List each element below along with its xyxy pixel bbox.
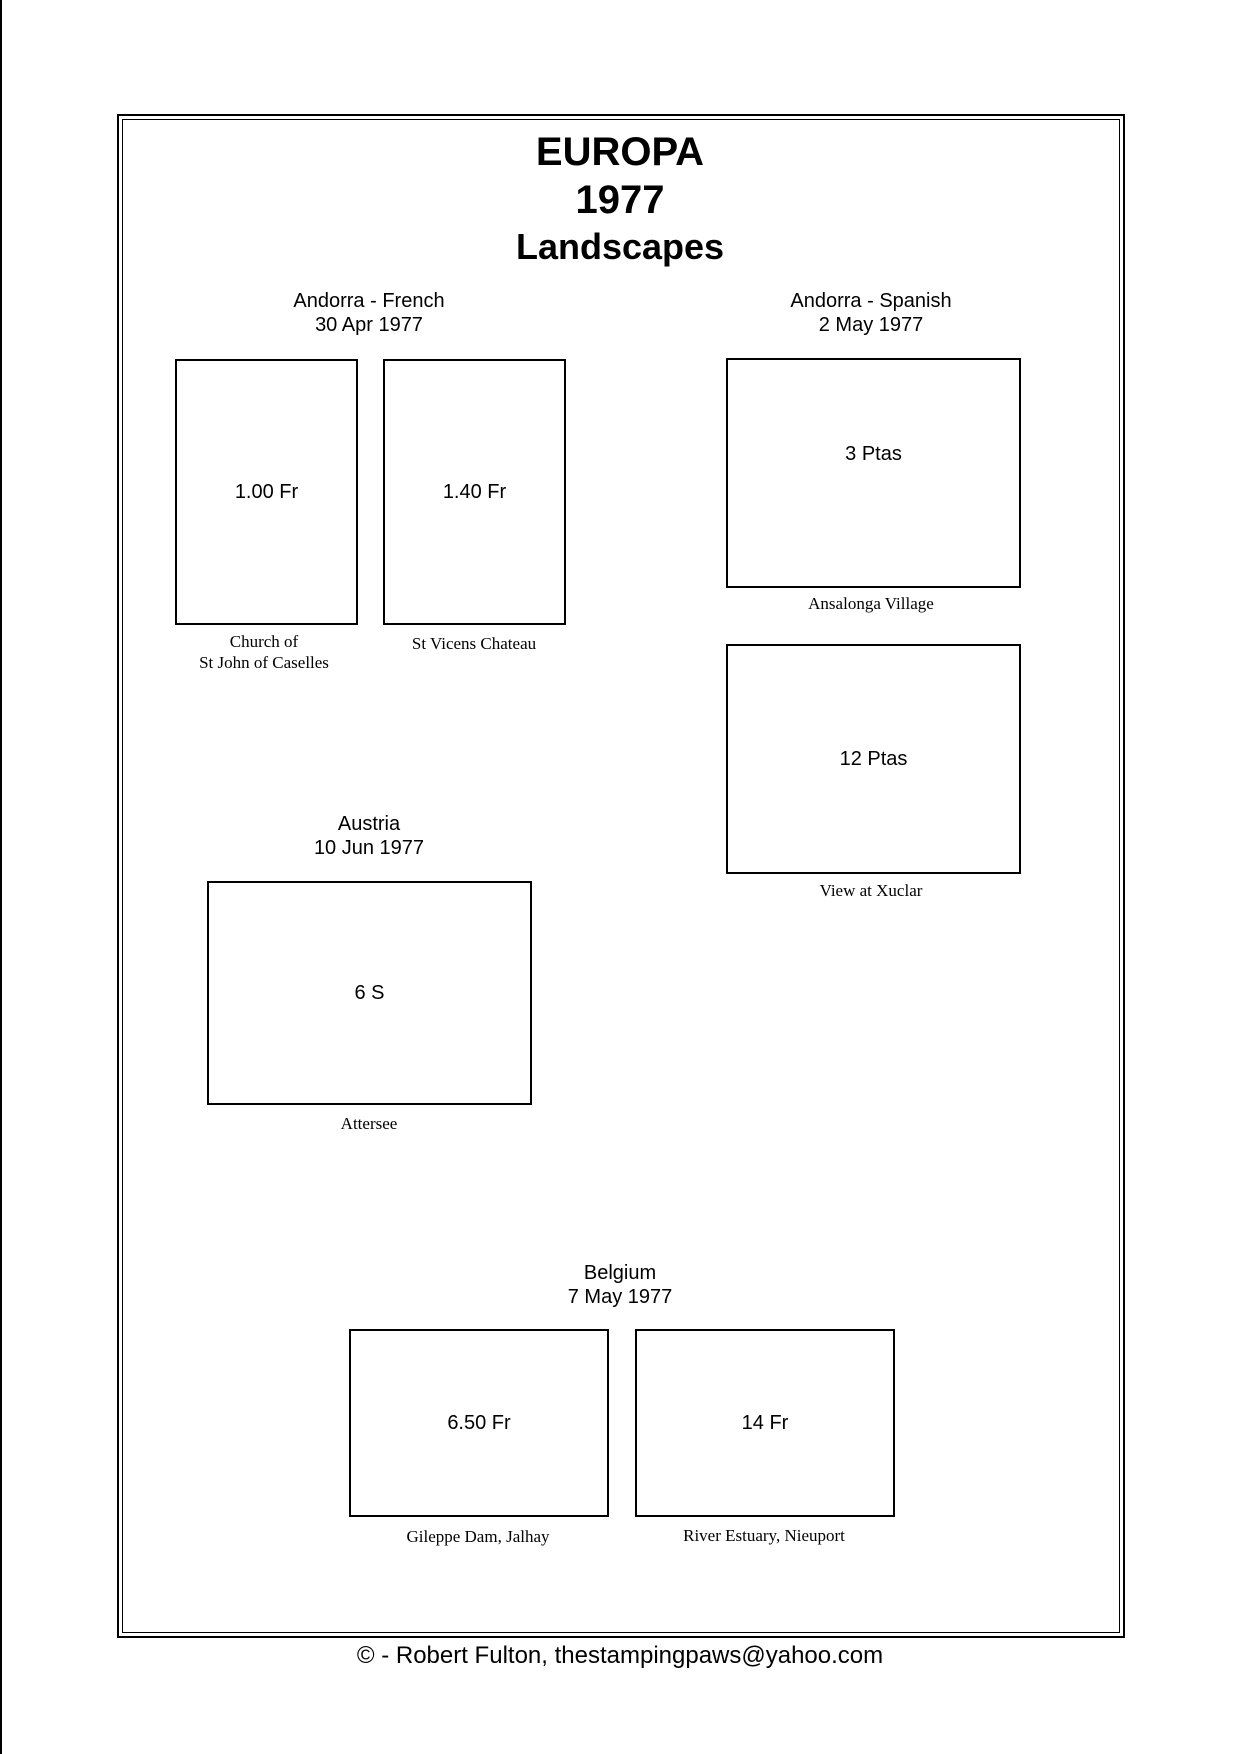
stamp-caption: Gileppe Dam, Jalhay — [406, 1527, 550, 1546]
caption-line: St John of Caselles — [199, 653, 329, 672]
stamp-box-belgium-2 — [635, 1329, 895, 1517]
issue-date: 2 May 1977 — [818, 314, 924, 336]
page-year: 1977 — [575, 178, 665, 222]
country-name: Austria — [337, 813, 401, 835]
stamp-caption: Attersee — [340, 1114, 398, 1133]
page-title: EUROPA — [535, 130, 705, 174]
issue-date: 10 Jun 1977 — [313, 837, 425, 859]
caption-line: Church of — [229, 632, 299, 651]
stamp-caption: River Estuary, Nieuport — [683, 1526, 845, 1545]
stamp-value: 14 Fr — [741, 1411, 789, 1434]
stamp-caption: Ansalonga Village — [808, 594, 934, 613]
stamp-box-andorra-french-2 — [383, 359, 566, 625]
stamp-value: 1.40 Fr — [442, 480, 507, 503]
stamp-box-andorra-spanish-1 — [726, 358, 1021, 588]
stamp-caption: St Vicens Chateau — [411, 634, 537, 653]
stamp-value: 3 Ptas — [845, 442, 902, 465]
country-heading-austria — [219, 812, 519, 860]
stamp-value: 12 Ptas — [839, 747, 908, 770]
stamp-box-andorra-french-1 — [175, 359, 358, 625]
stamp-box-andorra-spanish-2 — [726, 644, 1021, 874]
stamp-caption: View at Xuclar — [819, 881, 923, 900]
stamp-caption — [164, 631, 364, 673]
issue-date: 30 Apr 1977 — [315, 314, 423, 336]
copyright-footer: © - Robert Fulton, thestampingpaws@yahoo.com — [356, 1642, 884, 1669]
stamp-box-austria-1 — [207, 881, 532, 1105]
issue-date: 7 May 1977 — [567, 1286, 673, 1308]
page-border-inner — [122, 119, 1120, 1633]
country-name: Belgium — [583, 1262, 657, 1284]
country-heading-belgium — [470, 1261, 770, 1309]
stamp-value: 1.00 Fr — [234, 480, 299, 503]
stamp-value: 6.50 Fr — [447, 1411, 511, 1434]
country-name: Andorra - French — [293, 290, 445, 312]
country-heading-andorra-french — [219, 289, 519, 337]
page-subtitle: Landscapes — [515, 226, 725, 267]
stamp-box-belgium-1 — [349, 1329, 609, 1517]
stamp-value: 6 S — [354, 981, 385, 1004]
country-heading-andorra-spanish — [721, 289, 1021, 337]
country-name: Andorra - Spanish — [790, 290, 952, 312]
